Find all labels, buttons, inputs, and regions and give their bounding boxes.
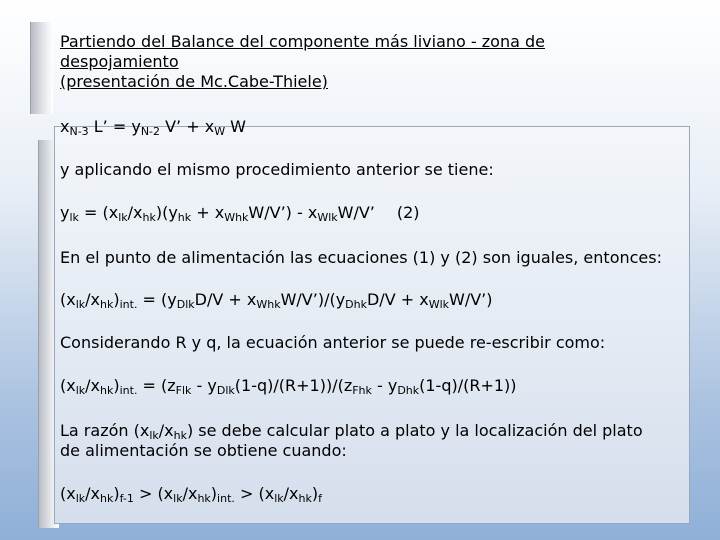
- eq4-part: (x: [60, 376, 76, 395]
- eq3-part: (x: [60, 290, 76, 309]
- slide-title: [60, 32, 545, 92]
- eq5-sub: f: [318, 492, 322, 505]
- eq1-sub: W: [214, 125, 226, 138]
- eq2-sub: lk: [118, 211, 128, 224]
- text4-line-2: de alimentación se obtiene cuando:: [60, 441, 347, 460]
- eq1-part: x: [60, 117, 70, 136]
- eq3-sub: int.: [119, 298, 138, 311]
- text-procedure: y aplicando el mismo procedimiento anterior se tiene:: [60, 160, 494, 179]
- eq2-sub: hk: [177, 211, 192, 224]
- eq1-part: L’ = y: [88, 117, 141, 136]
- eq3-part: D/V + x: [366, 290, 429, 309]
- eq3-part: W/V’): [449, 290, 493, 309]
- eq5-part: /x: [182, 484, 198, 503]
- eq3-part: /x: [85, 290, 101, 309]
- title-line-2: despojamiento: [60, 52, 179, 71]
- eq2-part: /x: [127, 203, 143, 222]
- equation-5: [60, 484, 322, 504]
- eq3-sub: hk: [100, 298, 114, 311]
- eq3-sub: lk: [75, 298, 86, 311]
- eq2-part: + x: [191, 203, 225, 222]
- eq4-sub: Flk: [175, 384, 192, 397]
- eq4-sub: Fhk: [352, 384, 372, 397]
- eq3-sub: Dlk: [176, 298, 195, 311]
- decorative-bar-top: [30, 22, 53, 114]
- eq1-part: V’ + x: [160, 117, 215, 136]
- eq2-sub: lk: [69, 211, 79, 224]
- text-rewrite: Considerando R y q, la ecuación anterior se puede re-escribir como:: [60, 333, 606, 352]
- eq4-part: (1-q)/(R+1))/(z: [234, 376, 353, 395]
- eq4-part: - y: [191, 376, 217, 395]
- text4-part: La razón (x: [60, 421, 150, 440]
- eq5-part: ): [113, 484, 120, 503]
- eq1-sub: N-3: [69, 125, 89, 138]
- eq5-part: (x: [60, 484, 76, 503]
- text4-part: /x: [158, 421, 174, 440]
- eq3-sub: Dhk: [345, 298, 367, 311]
- equation-2: [60, 203, 420, 223]
- eq5-sub: hk: [100, 492, 114, 505]
- eq1-sub: N-2: [140, 125, 161, 138]
- eq5-part: ): [311, 484, 319, 503]
- eq5-sub: hk: [197, 492, 211, 505]
- eq2-part: = (x: [78, 203, 119, 222]
- eq3-sub: Wlk: [428, 298, 449, 311]
- eq2-sub: Wlk: [317, 211, 338, 224]
- eq4-part: /x: [85, 376, 101, 395]
- text4-part: ) se debe calcular plato a plato y la localización del plato: [186, 421, 643, 440]
- title-line-3: (presentación de Mc.Cabe-Thiele): [60, 72, 328, 91]
- eq4-part: = (z: [137, 376, 176, 395]
- eq5-sub: f-1: [119, 492, 134, 505]
- eq1-part: W: [225, 117, 246, 136]
- eq5-sub: lk: [75, 492, 86, 505]
- eq5-part: > (x: [234, 484, 275, 503]
- content-panel: [54, 126, 690, 524]
- equation-3: [60, 290, 492, 310]
- title-line-1: Partiendo del Balance del componente más liviano - zona de: [60, 32, 545, 51]
- text-ratio: [60, 421, 643, 461]
- eq5-part: > (x: [133, 484, 174, 503]
- text4-sub: hk: [173, 429, 187, 442]
- eq5-sub: int.: [217, 492, 235, 505]
- eq5-sub: lk: [173, 492, 183, 505]
- equation-4: [60, 376, 517, 396]
- eq4-sub: Dlk: [216, 384, 235, 397]
- text-feed-point: En el punto de alimentación las ecuaciones (1) y (2) son iguales, entonces:: [60, 248, 662, 267]
- text4-sub: lk: [149, 429, 159, 442]
- eq3-part: ): [113, 290, 120, 309]
- eq4-part: (1-q)/(R+1)): [419, 376, 517, 395]
- eq5-part: ): [210, 484, 218, 503]
- eq3-part: = (y: [137, 290, 177, 309]
- eq2-sub: Whk: [224, 211, 249, 224]
- eq5-part: /x: [85, 484, 101, 503]
- eq5-sub: lk: [274, 492, 284, 505]
- eq3-sub: Whk: [256, 298, 281, 311]
- eq3-part: W/V’)/(y: [280, 290, 346, 309]
- equation-1: [60, 117, 246, 137]
- eq2-part: y: [60, 203, 70, 222]
- eq4-part: - y: [371, 376, 398, 395]
- eq2-part: )(y: [155, 203, 178, 222]
- eq4-sub: Dhk: [397, 384, 420, 397]
- eq4-sub: lk: [75, 384, 86, 397]
- eq3-part: D/V + x: [194, 290, 257, 309]
- eq2-part: W/V’) - x: [248, 203, 318, 222]
- eq4-part: ): [113, 376, 120, 395]
- eq4-sub: hk: [100, 384, 114, 397]
- eq2-part: W/V’: [337, 203, 375, 222]
- eq4-sub: int.: [119, 384, 138, 397]
- eq5-sub: hk: [298, 492, 312, 505]
- eq2-sub: hk: [142, 211, 156, 224]
- eq5-part: /x: [283, 484, 299, 503]
- equation-number: (2): [396, 203, 420, 222]
